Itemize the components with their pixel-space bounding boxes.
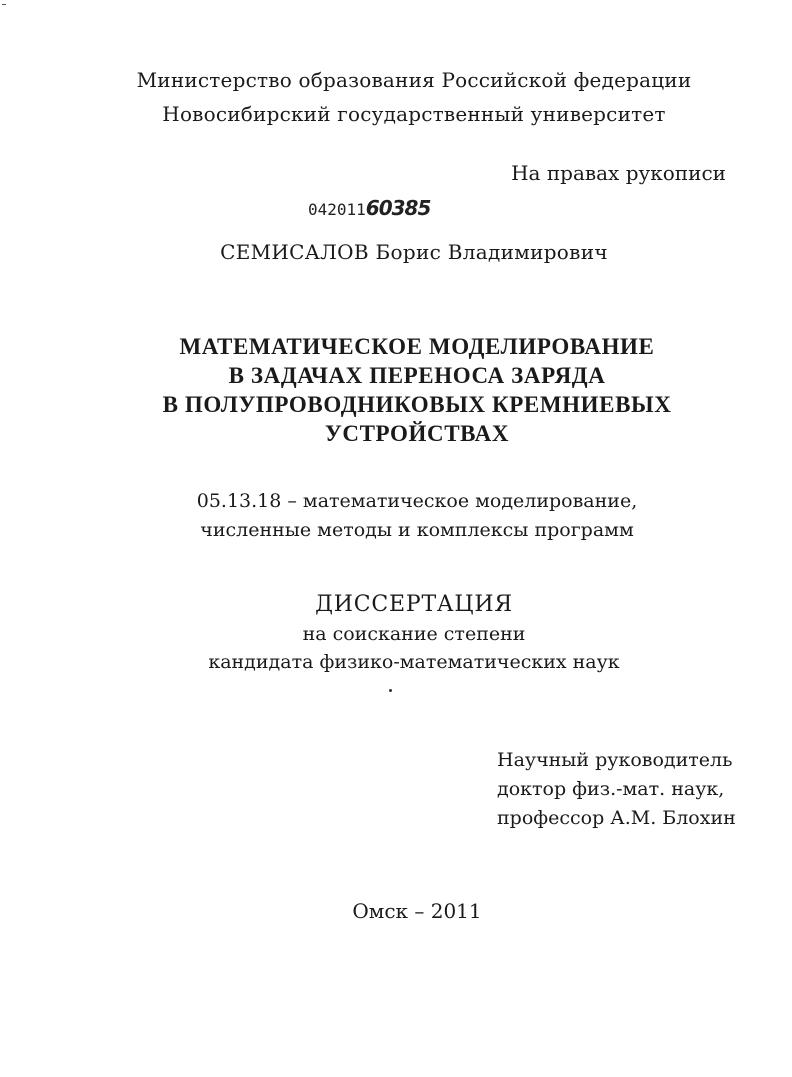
library-stamp: [308, 196, 430, 220]
stamp-printed-number: 042011: [308, 200, 366, 219]
scan-mark: [2, 4, 6, 5]
degree-line: кандидата физико-математических наук: [208, 651, 620, 673]
title-line: В ЗАДАЧАХ ПЕРЕНОСА ЗАРЯДА: [228, 363, 606, 388]
degree-line: на соискание степени: [302, 623, 526, 645]
stray-dot: [389, 689, 392, 692]
author-name: СЕМИСАЛОВ Борис Владимирович: [220, 240, 608, 264]
place-year: Омск – 2011: [352, 899, 482, 923]
title-line: УСТРОЙСТВАХ: [324, 421, 510, 446]
dissertation-title: [0, 332, 792, 448]
specialty-line: численные методы и комплексы программ: [200, 519, 634, 541]
dissertation-block: [0, 590, 792, 676]
university-name: Новосибирский государственный университет: [162, 102, 666, 126]
ministry-name: Министерство образования Российской федерации: [136, 68, 692, 92]
stamp-handwritten-number: 60385: [365, 196, 431, 220]
dissertation-heading: ДИССЕРТАЦИЯ: [315, 592, 513, 617]
advisor-line: Научный руководитель: [497, 749, 733, 771]
title-line: МАТЕМАТИЧЕСКОЕ МОДЕЛИРОВАНИЕ: [179, 334, 655, 359]
rights-note: На правах рукописи: [511, 161, 726, 185]
specialty-line: 05.13.18 – математическое моделирование,: [196, 490, 638, 512]
advisor-block: [497, 746, 736, 833]
title-line: В ПОЛУПРОВОДНИКОВЫХ КРЕМНИЕВЫХ: [162, 392, 672, 417]
advisor-line: профессор А.М. Блохин: [497, 807, 736, 829]
advisor-line: доктор физ.-мат. наук,: [497, 778, 725, 800]
specialty: [0, 487, 792, 545]
